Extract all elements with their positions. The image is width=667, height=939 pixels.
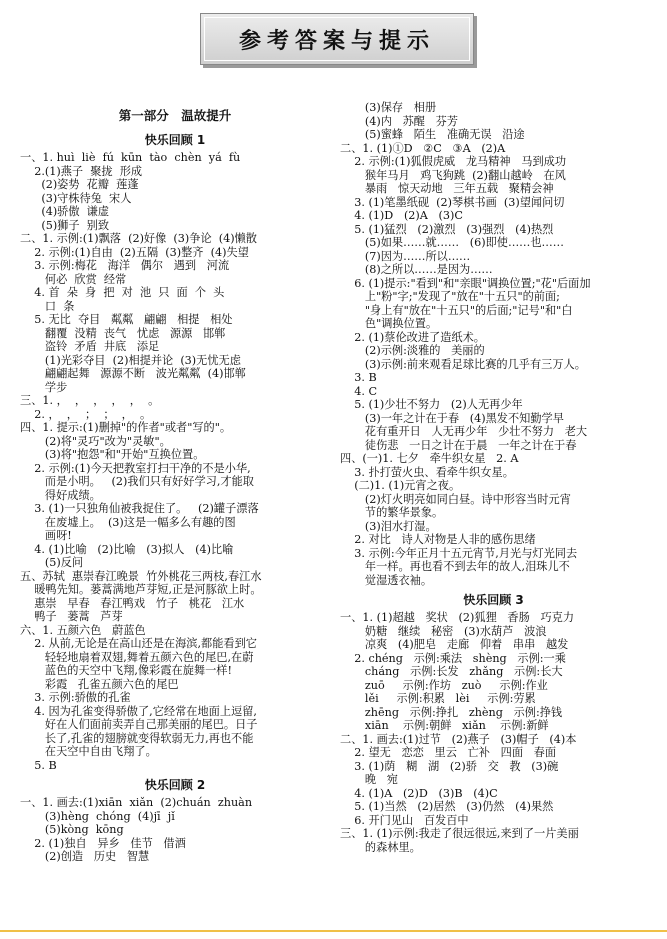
- answer-line: 画呀!: [20, 529, 72, 542]
- answer-line: 2. (1)蔡伦改进了造纸术。: [340, 330, 485, 344]
- answer-line: 3. B: [340, 371, 377, 384]
- answer-line: (3)保存 相册: [340, 101, 437, 114]
- answer-line: 上"粉"字;"发现了"放在"十五只"的前面;: [340, 290, 560, 303]
- answer-line: 4. 因为孔雀变得骄傲了,它经常在地面上逗留,: [20, 704, 257, 718]
- left-column: [20, 101, 330, 864]
- answer-line: 奶糖 继续 秘密 (3)水葫芦 波浪: [340, 624, 547, 638]
- answer-line: 猴年马月 鸡飞狗跳 (2)翻山越岭 在风: [340, 168, 566, 182]
- answer-line: 3. (1)一只独角仙被我捉住了。 (2)罐子漂落: [20, 502, 259, 515]
- answer-line: 5. 无比 夺目 粼粼 翩翩 相提 相处: [20, 313, 233, 326]
- answer-line: 凉爽 (4)肥皂 走廊 仰着 串串 越发: [340, 638, 569, 651]
- answer-line: 2. 望无 恋恋 里云 亡补 四面 春面: [340, 746, 557, 759]
- answer-line: zhēng 示例:挣扎 zhèng 示例:挣钱: [340, 705, 563, 719]
- answer-line: (3)将"抱怨"和"开始"互换位置。: [20, 448, 205, 461]
- answer-line: 的森林里。: [340, 840, 421, 854]
- page-title: 参考答案与提示: [200, 13, 474, 65]
- answer-line: 3. 示例:今年正月十五元宵节,月光与灯光同去: [340, 546, 578, 560]
- answer-line: (1)光彩夺目 (2)相提并论 (3)无忧无虑: [20, 353, 241, 367]
- answer-line: (5)蜜蜂 陌生 准确无误 沿途: [340, 128, 525, 141]
- answer-line: 二、1. (1)①D ②C ③A (2)A: [340, 141, 506, 155]
- answer-line: (2)示例:淡雅的 美丽的: [340, 344, 485, 357]
- answer-line: 4. (1)A (2)D (3)B (4)C: [340, 786, 498, 800]
- answer-line: (3)守株待兔 宋人: [20, 191, 132, 205]
- answer-line: "身上有"放在"十五只"的后面;"记号"和"白: [340, 303, 573, 317]
- answer-line: 年一样。再也看不到去年的故人,泪珠儿不: [340, 560, 570, 573]
- answer-line: 2. 对比 诗人对物是人非的感伤思绪: [340, 533, 536, 546]
- answer-line: 色"调换位置。: [340, 317, 438, 330]
- answer-line: (5)如果……就…… (6)即使……也……: [340, 236, 564, 249]
- answer-line: 6. (1)提示:"看到"和"亲眼"调换位置;"花"后面加: [340, 276, 591, 290]
- answer-line: 三、1. (1)示例:我走了很远很远,来到了一片美丽: [340, 827, 579, 840]
- answer-line: (二)1. (1)元宵之夜。: [340, 479, 461, 492]
- answer-line: (2)灯火明亮如同白昼。诗中形容当时元宵: [340, 492, 571, 506]
- answer-line: 2. chéng 示例:乘法 shèng 示例:一乘: [340, 651, 566, 665]
- answer-line: 5. B: [20, 758, 57, 772]
- answer-line: 5. (1)猛烈 (2)激烈 (3)强烈 (4)热烈: [340, 222, 554, 236]
- answer-line: 4. (1)比喻 (2)比喻 (3)拟人 (4)比喻: [20, 542, 234, 556]
- answer-line: 3. 扑打萤火虫、看牵牛织女星。: [340, 465, 514, 479]
- answer-line: (5)狮子 别致: [20, 218, 110, 232]
- answer-line: 在废墟上。 (3)这是一幅多么有趣的图: [20, 515, 236, 529]
- answer-line: 觉湿透衣袖。: [340, 573, 433, 587]
- answer-line: 一、1. 画去:(1)xiān xiǎn (2)chuán zhuàn: [20, 796, 253, 809]
- section-heading: 快乐回顾 1: [144, 133, 206, 147]
- answer-line: 2. 示例:(1)自由 (2)五隔 (3)整齐 (4)失望: [20, 245, 249, 259]
- answer-line: 盗铃 矛盾 井底 添足: [20, 340, 160, 353]
- answer-line: 2.(1)燕子 聚拢 形成: [20, 164, 143, 178]
- answer-line: 2. ， ， ； ； ， 。: [20, 407, 152, 421]
- answer-line: 4. (1)D (2)A (3)C: [340, 209, 463, 222]
- answer-line: lěi 示例:积累 lèi 示例:劳累: [340, 692, 536, 705]
- answer-line: 口 条: [20, 299, 75, 313]
- answer-line: 2. (1)独自 异乡 佳节 借酒: [20, 836, 186, 850]
- answer-line: 节的繁华景象。: [340, 506, 444, 519]
- answer-line: zuō 示例:作坊 zuò 示例:作业: [340, 678, 548, 692]
- answer-line: 二、1. 示例:(1)飘落 (2)好像 (3)争论 (4)懒散: [20, 232, 257, 245]
- answer-line: 好在人们面前卖弄自己那美丽的尾巴。日子: [20, 718, 258, 731]
- answer-line: (7)因为……所以……: [340, 249, 471, 263]
- answer-line: 彩霞 孔雀五颜六色的尾巴: [20, 677, 179, 691]
- answer-line: (3)hèng chóng (4)jī jǐ: [20, 809, 175, 823]
- answer-line: 3. 示例:骄傲的孔雀: [20, 691, 131, 704]
- answer-line: (5)反问: [20, 556, 84, 569]
- answer-line: 2. 示例:(1)狐假虎威 龙马精神 马到成功: [340, 155, 567, 168]
- bottom-rule: [0, 930, 667, 932]
- answer-line: 而是小明。 (2)我们只有好好学习,才能取: [20, 475, 254, 488]
- answer-line: (4)骄傲 谦虚: [20, 205, 110, 218]
- answer-line: 一、1. huì liè fú kūn tào chèn yá fù: [20, 151, 241, 164]
- answer-line: 学步: [20, 380, 68, 394]
- right-column: [340, 101, 647, 854]
- answer-line: (3)泪水打湿。: [340, 519, 437, 533]
- answer-line: (2)姿势 花瓣 莲蓬: [20, 178, 139, 191]
- answer-line: 四、(一)1. 七夕 牵牛织女星 2. A: [340, 452, 519, 465]
- answer-line: 晚 宛: [340, 773, 398, 786]
- answer-line: 六、1. 五颜六色 蔚蓝色: [20, 623, 146, 637]
- answer-line: 二、1. 画去:(1)过节 (2)燕子 (3)帽子 (4)本: [340, 732, 577, 746]
- answer-line: 在天空中自由飞翔了。: [20, 745, 157, 758]
- answer-line: 5. (1)当然 (2)居然 (3)仍然 (4)果然: [340, 800, 554, 813]
- answer-line: 花有重开日 人无再少年 少壮不努力 老大: [340, 425, 588, 438]
- answer-line: 鸭子 蒌蒿 芦芽: [20, 610, 123, 623]
- answer-line: xiān 示例:朝鲜 xiǎn 示例:新鲜: [340, 719, 549, 732]
- answer-line: 4. 首 朵 身 把 对 池 只 面 个 头: [20, 286, 225, 299]
- answer-line: 3. (1)笔墨纸砚 (2)琴棋书画 (3)望闻问切: [340, 195, 565, 209]
- answer-line: 一、1. (1)超越 奖状 (2)狐狸 香肠 巧克力: [340, 611, 575, 624]
- answer-line: 2. 示例:(1)今天把教室打扫干净的不是小华,: [20, 461, 251, 475]
- answer-line: cháng 示例:长发 zhǎng 示例:长大: [340, 665, 563, 678]
- answer-line: 四、1. 提示:(1)删掉"的作者"或者"写的"。: [20, 421, 232, 434]
- answer-line: 徒伤悲 一日之计在于晨 一年之计在于春: [340, 438, 577, 452]
- section-heading: 快乐回顾 3: [463, 593, 524, 607]
- answer-line: 6. 开门见山 百发百中: [340, 813, 469, 827]
- answer-line: 何必 欣赏 经常: [20, 272, 127, 286]
- answer-line: 暖鸭先知。蒌蒿满地芦芽短,正是河豚欲上时。: [20, 583, 262, 596]
- answer-line: 惠崇 早春 春江鸭戏 竹子 桃花 江水: [20, 596, 245, 610]
- answer-line: (3)一年之计在于春 (4)黑发不知勤学早: [340, 411, 564, 425]
- answer-line: 蓝色的天空中飞翔,像彩霞在旋舞一样!: [20, 664, 232, 677]
- answer-line: 长了,孔雀的翅膀就变得软弱无力,再也不能: [20, 731, 254, 745]
- answer-line: (2)将"灵巧"改为"灵敏"。: [20, 434, 171, 448]
- answer-line: 4. C: [340, 384, 378, 398]
- answer-line: 轻轻地扇着双翅,舞着五颜六色的尾巴,在蔚: [20, 650, 254, 664]
- answer-line: (8)之所以……是因为……: [340, 263, 493, 276]
- answer-line: 5. (1)少壮不努力 (2)人无再少年: [340, 398, 523, 411]
- answer-line: 三、1. ， ， ， ， ， 。: [20, 394, 160, 407]
- answer-line: (4)内 苏醒 芬芳: [340, 114, 459, 128]
- answer-line: 翩翩起舞 源源不断 波光粼粼 (4)邯郸: [20, 367, 246, 380]
- answer-line: (2)创造 历史 智慧: [20, 850, 150, 863]
- answer-line: 暴雨 惊天动地 三年五载 聚精会神: [340, 182, 554, 195]
- answer-line: 3. 示例:梅花 海洋 偶尔 遇到 河流: [20, 259, 230, 272]
- section-heading: 快乐回顾 2: [144, 778, 206, 792]
- answer-line: 翻覆 没精 丧气 忧虑 源源 邯郸: [20, 326, 226, 340]
- answer-line: 五、苏轼 惠崇春江晚景 竹外桃花三两枝,春江水: [20, 569, 262, 583]
- part-heading: 第一部分 温故提升: [118, 108, 232, 123]
- answer-line: (3)示例:前来观看足球比赛的几乎有三万人。: [340, 357, 586, 371]
- answer-line: (5)kòng kōng: [20, 823, 124, 836]
- answer-line: 得好成绩。: [20, 488, 101, 502]
- answer-line: 3. (1)荫 糊 湖 (2)骄 交 教 (3)碗: [340, 759, 559, 773]
- answer-line: 2. 从前,无论是在高山还是在海滨,都能看到它: [20, 637, 257, 650]
